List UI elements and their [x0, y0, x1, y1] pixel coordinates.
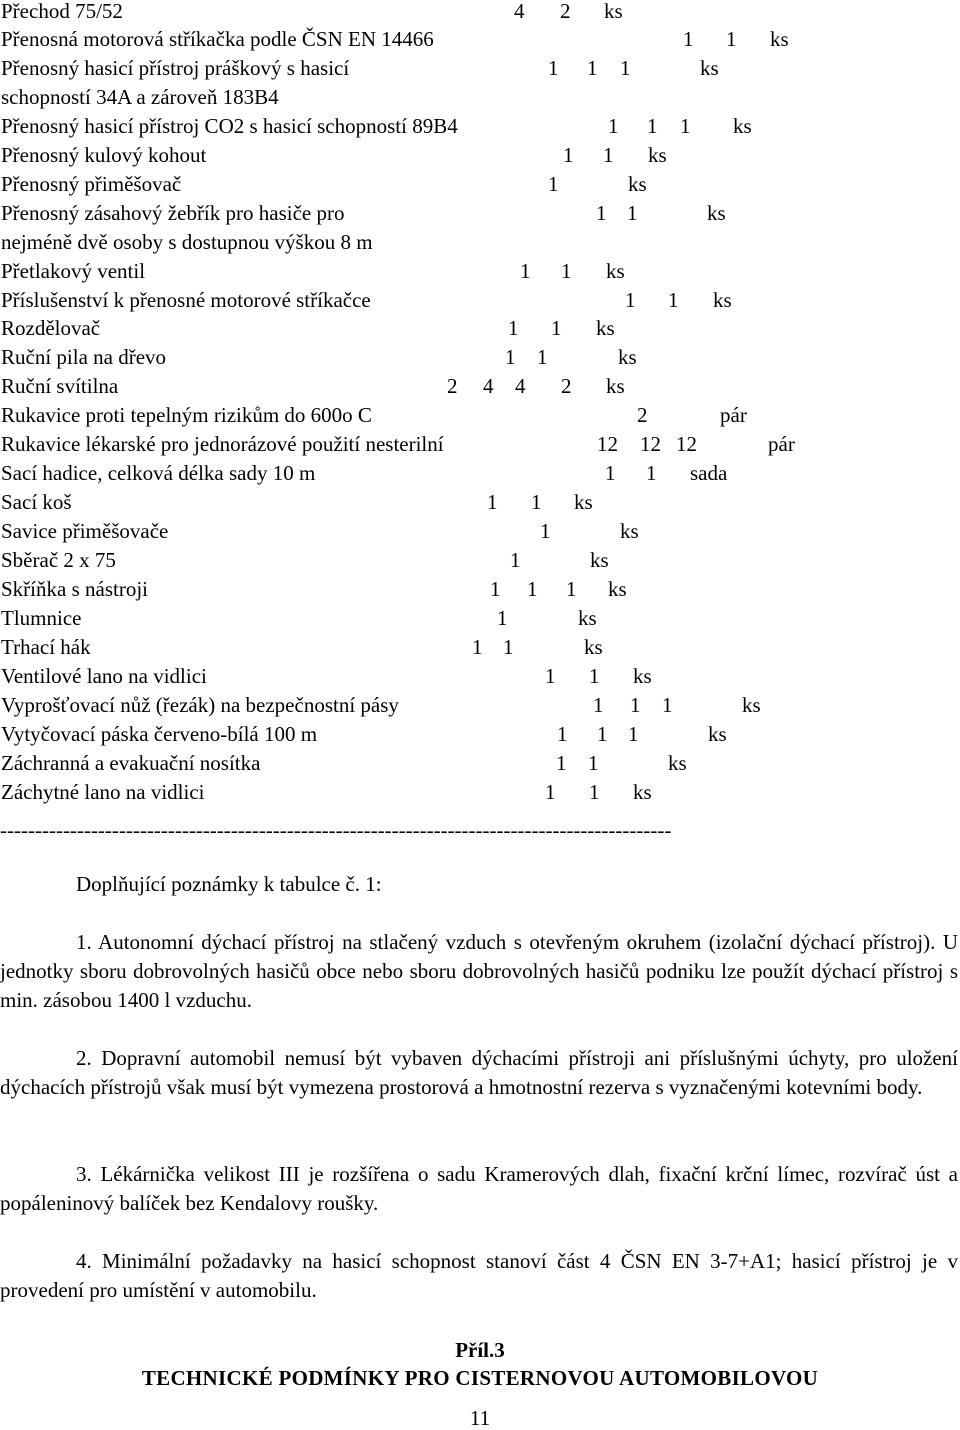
item-quantity: 4	[515, 374, 526, 398]
item-quantity: 1	[647, 114, 658, 138]
item-name: Přenosný kulový kohout	[1, 143, 207, 167]
item-unit: sada	[690, 461, 728, 485]
item-unit: ks	[604, 0, 623, 23]
item-name: Přechod 75/52	[1, 0, 123, 23]
item-quantity: 1	[548, 56, 559, 80]
item-quantity: 1	[683, 27, 694, 51]
annex-title: TECHNICKÉ PODMÍNKY PRO CISTERNOVOU AUTOMOBILOVOU	[141, 1366, 819, 1390]
item-quantity: 1	[566, 577, 577, 601]
item-name: Příslušenství k přenosné motorové stříkačce	[1, 288, 371, 312]
item-quantity: 1	[603, 143, 614, 167]
item-unit: ks	[608, 577, 627, 601]
item-quantity: 1	[646, 461, 657, 485]
item-quantity: 4	[483, 374, 494, 398]
item-name: Záchytné lano na vidlici	[1, 780, 205, 804]
item-name: Ruční pila na dřevo	[1, 345, 167, 369]
note-1: 1. Autonomní dýchací přístroj na stlačený vzduch s otevřeným okruhem (izolační dýchací přístroj). U jednotky sboru dobrovolných hasičů obce nebo sboru dobrovolných hasičů podniku lze použít dýchací přístroj s min. zásobou 1400 l vzduchu.	[0, 930, 958, 1012]
item-unit: ks	[628, 172, 647, 196]
note-2: 2. Dopravní automobil nemusí být vybaven dýchacími přístroji ani příslušnými úchyty, pro uložení dýchacích přístrojů však musí být vymezena prostorová a hmotnostní rezerva s vyznačenými kotevními body.	[0, 1046, 958, 1099]
item-quantity: 1	[497, 606, 508, 630]
item-unit: ks	[596, 316, 615, 340]
item-quantity: 1	[508, 316, 519, 340]
item-quantity: 1	[605, 461, 616, 485]
item-quantity: 1	[563, 143, 574, 167]
item-quantity: 12	[597, 432, 618, 456]
item-quantity: 1	[551, 316, 562, 340]
item-quantity: 1	[537, 345, 548, 369]
item-unit: ks	[713, 288, 732, 312]
item-name: schopností 34A a zároveň 183B4	[1, 85, 279, 109]
item-unit: pár	[768, 432, 795, 456]
item-quantity: 4	[514, 0, 525, 23]
item-name: Vyprošťovací nůž (řezák) na bezpečnostní pásy	[1, 693, 399, 717]
item-unit: ks	[618, 345, 637, 369]
item-quantity: 1	[540, 519, 551, 543]
item-quantity: 1	[490, 577, 501, 601]
item-quantity: 1	[680, 114, 691, 138]
item-name: Sací hadice, celková délka sady 10 m	[1, 461, 316, 485]
note-4: 4. Minimální požadavky na hasicí schopnost stanoví část 4 ČSN EN 3-7+A1; hasicí přístroj je v provedení pro umístění v automobilu.	[0, 1249, 958, 1302]
item-name: Ruční svítilna	[1, 374, 119, 398]
item-name: Vytyčovací páska červeno-bílá 100 m	[1, 722, 318, 746]
item-unit: ks	[707, 201, 726, 225]
item-quantity: 1	[561, 259, 572, 283]
item-name: Přenosný zásahový žebřík pro hasiče pro	[1, 201, 345, 225]
item-unit: ks	[620, 519, 639, 543]
item-unit: ks	[574, 490, 593, 514]
item-quantity: 1	[503, 635, 514, 659]
item-quantity: 1	[545, 780, 556, 804]
item-name: Záchranná a evakuační nosítka	[1, 751, 261, 775]
item-unit: ks	[733, 114, 752, 138]
item-name: Přenosný přiměšovač	[1, 172, 182, 196]
item-quantity: 1	[545, 664, 556, 688]
page-number: 11	[469, 1406, 491, 1430]
item-name: Přenosný hasicí přístroj práškový s hasicí	[1, 56, 350, 80]
item-quantity: 1	[630, 693, 641, 717]
item-name: Rukavice proti tepelným rizikům do 600o C	[1, 403, 372, 427]
item-unit: ks	[633, 780, 652, 804]
item-quantity: 1	[472, 635, 483, 659]
item-name: nejméně dvě osoby s dostupnou výškou 8 m	[1, 230, 373, 254]
item-quantity: 1	[557, 722, 568, 746]
item-quantity: 2	[637, 403, 648, 427]
item-quantity: 1	[726, 27, 737, 51]
item-unit: ks	[708, 722, 727, 746]
item-unit: ks	[770, 27, 789, 51]
item-name: Sběrač 2 x 75	[1, 548, 116, 572]
item-unit: ks	[668, 751, 687, 775]
item-unit: ks	[700, 56, 719, 80]
item-unit: ks	[590, 548, 609, 572]
item-name: Ventilové lano na vidlici	[1, 664, 207, 688]
item-unit: ks	[633, 664, 652, 688]
item-quantity: 1	[510, 548, 521, 572]
item-quantity: 1	[587, 56, 598, 80]
item-name: Přenosný hasicí přístroj CO2 s hasicí schopností 89B4	[1, 114, 458, 138]
item-quantity: 2	[447, 374, 458, 398]
item-quantity: 1	[620, 56, 631, 80]
item-unit: ks	[606, 374, 625, 398]
item-unit: ks	[606, 259, 625, 283]
item-quantity: 1	[608, 114, 619, 138]
item-quantity: 1	[527, 577, 538, 601]
item-quantity: 1	[556, 751, 567, 775]
item-name: Savice přiměšovače	[1, 519, 169, 543]
item-unit: ks	[584, 635, 603, 659]
item-name: Tlumnice	[1, 606, 82, 630]
item-name: Sací koš	[1, 490, 72, 514]
item-quantity: 12	[640, 432, 661, 456]
item-quantity: 1	[589, 780, 600, 804]
item-quantity: 1	[662, 693, 673, 717]
item-quantity: 1	[505, 345, 516, 369]
item-name: Skříňka s nástroji	[1, 577, 148, 601]
separator-line: ------------------------------------------------------------------------------------------------	[0, 818, 672, 842]
item-name: Přetlakový ventil	[1, 259, 146, 283]
item-quantity: 1	[589, 664, 600, 688]
item-quantity: 1	[588, 751, 599, 775]
note-3: 3. Lékárnička velikost III je rozšířena o sadu Kramerových dlah, fixační krční límec, rozvírač úst a popáleninový balíček bez Kendalovy roušky.	[0, 1162, 958, 1215]
item-quantity: 1	[520, 259, 531, 283]
item-unit: ks	[648, 143, 667, 167]
item-quantity: 1	[597, 722, 608, 746]
item-quantity: 1	[627, 201, 638, 225]
item-name: Trhací hák	[1, 635, 91, 659]
item-quantity: 1	[628, 722, 639, 746]
item-quantity: 1	[487, 490, 498, 514]
item-name: Rozdělovač	[1, 316, 101, 340]
item-quantity: 1	[593, 693, 604, 717]
item-quantity: 12	[676, 432, 697, 456]
item-quantity: 1	[625, 288, 636, 312]
item-name: Rukavice lékarské pro jednorázové použití nesterilní	[1, 432, 444, 456]
item-quantity: 1	[531, 490, 542, 514]
item-unit: ks	[742, 693, 761, 717]
item-name: Přenosná motorová stříkačka podle ČSN EN 14466	[1, 27, 434, 51]
item-quantity: 1	[596, 201, 607, 225]
item-quantity: 2	[561, 374, 572, 398]
item-unit: pár	[720, 403, 747, 427]
item-unit: ks	[578, 606, 597, 630]
notes-title: Doplňující poznámky k tabulce č. 1:	[76, 872, 382, 896]
item-quantity: 1	[548, 172, 559, 196]
item-quantity: 2	[560, 0, 571, 23]
annex-label: Příl.3	[455, 1338, 505, 1362]
item-quantity: 1	[668, 288, 679, 312]
